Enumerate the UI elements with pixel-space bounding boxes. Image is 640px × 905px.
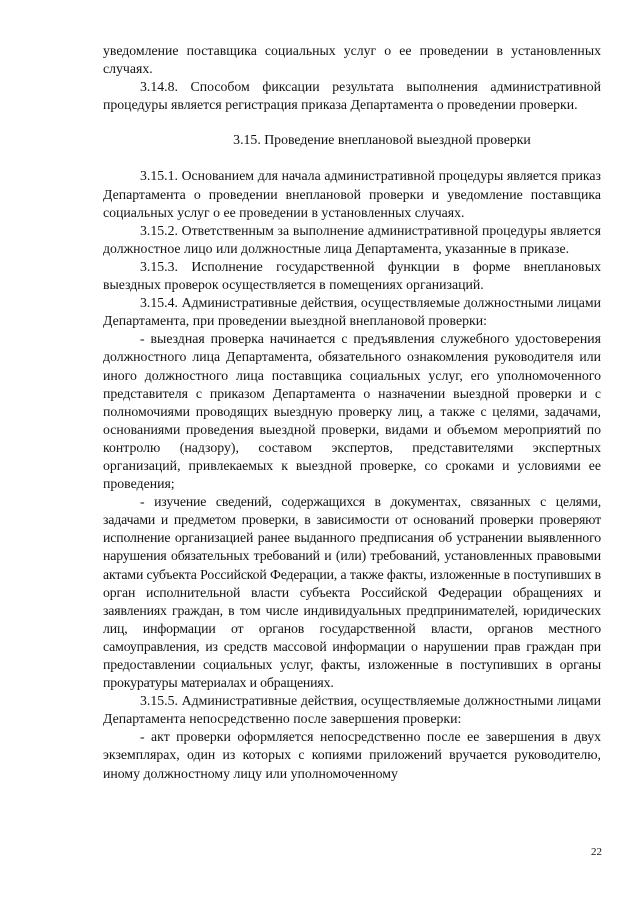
paragraph-3-15-4: 3.15.4. Административные действия, осуществляемые должностными лицами Департамента, при проведении выездной внеплановой проверки: xyxy=(103,295,601,329)
document-body xyxy=(103,42,601,783)
paragraph-3-14-8: 3.14.8. Способом фиксации результата выполнения административной процедуры является регистрация приказа Департамента о проведении проверки. xyxy=(103,79,601,113)
list-item-on-site-inspection: - выездная проверка начинается с предъявления служебного удостоверения должностного лица Департамента, обязательного ознакомления руководителя или иного должностного лица поставщика социальных услуг, его уполномоченного представителя с приказом Департамента о назначении выездной проверки и с полномочиями проводящих выездную проверку лиц, а также с целями, задачами, основаниями проведения выездной проверки, видами и объемом мероприятий по контролю (надзору), составом экспертов, представителями экспертных организаций, привлекаемых к выездной проверке, со сроками и условиями ее проведения; xyxy=(103,331,601,492)
paragraph-3-15-5: 3.15.5. Административные действия, осуществляемые должностными лицами Департамента непосредственно после завершения проверки: xyxy=(103,693,601,727)
list-item-document-review: - изучение сведений, содержащихся в документах, связанных с целями, задачами и предметом проверки, в зависимости от оснований проверки проверяют исполнение организацией ранее выданного предписания об устранении выявленного нарушения обязательных требований и (или) требований, установленных правовыми актами субъекта Российской Федерации, а также факты, изложенные в поступивших в орган исполнительной власти субъекта Российской Федерации обращениях и заявлениях граждан, в том числе индивидуальных предпринимателей, юридических лиц, информации от органов государственной власти, органов местного самоуправления, из средств массовой информации о нарушении прав граждан при предоставлении социальных услуг, факты, изложенные в поступивших в органы прокуратуры материалах и обращениях. xyxy=(103,494,601,691)
paragraph-3-15-2: 3.15.2. Ответственным за выполнение административной процедуры является должностное лицо или должностные лица Департамента, указанные в приказе. xyxy=(103,222,601,256)
list-item-inspection-act: - акт проверки оформляется непосредственно после ее завершения в двух экземплярах, один из которых с копиями приложений вручается руководителю, иному должностному лицу или уполномоченному xyxy=(103,729,601,781)
paragraph-3-15-3: 3.15.3. Исполнение государственной функции в форме внеплановых выездных проверок осуществляется в помещениях организаций. xyxy=(103,258,601,293)
paragraph-3-15-1: 3.15.1. Основанием для начала административной процедуры является приказ Департамента о проведении внеплановой проверки и уведомление поставщика социальных услуг о ее проведении в установленных случаях. xyxy=(103,168,601,220)
page-number: 22 xyxy=(591,846,602,858)
paragraph-continuation: уведомление поставщика социальных услуг о ее проведении в установленных случаях. xyxy=(103,43,601,77)
section-heading: 3.15. Проведение внеплановой выездной проверки xyxy=(233,132,531,148)
